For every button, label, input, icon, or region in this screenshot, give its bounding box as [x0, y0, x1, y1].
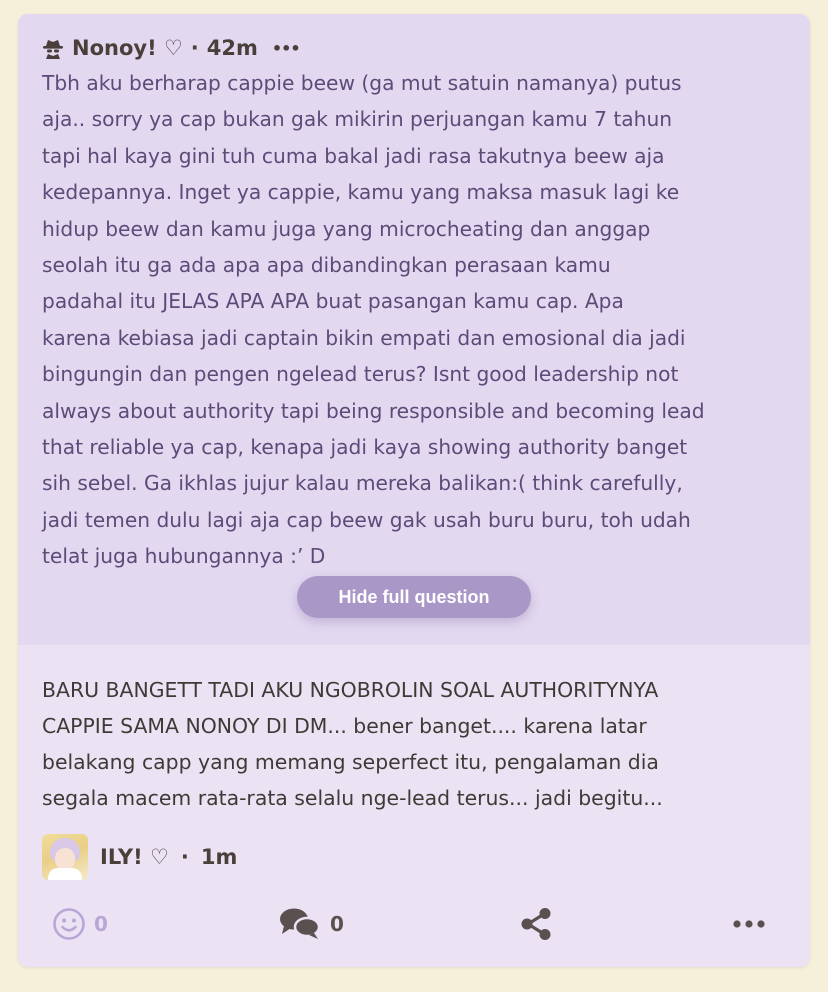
avatar[interactable]: [42, 834, 88, 880]
answer-timestamp: 1m: [200, 845, 238, 869]
separator-dot: ·: [190, 36, 199, 60]
comment-count: 0: [330, 912, 344, 936]
question-author-name[interactable]: Nonoy! ♡: [72, 36, 183, 60]
question-answer-card: [18, 14, 810, 967]
answer-author: [42, 834, 237, 880]
question-section: [18, 14, 810, 645]
hide-full-question-button[interactable]: Hide full question: [297, 576, 531, 618]
smiley-icon: [52, 907, 86, 941]
comments-icon: [278, 906, 322, 942]
question-text: Tbh aku berharap cappie beew (ga mut satuin namanya) putus aja.. sorry ya cap bukan gak mikirin perjuangan kamu 7 tahun tapi hal kaya gini tuh cuma bakal jadi rasa takutnya beew aja kedepannya. Inget ya cappie, kamu yang maksa masuk lagi ke hidup beew dan kamu juga yang microcheating dan anggap seolah itu ga ada apa apa dibandingkan perasaan kamu padahal itu JELAS APA APA buat pasangan kamu cap. Apa karena kebiasa jadi captain bikin empati dan emosional dia jadi bingungin dan pengen ngelead terus? Isnt good leadership not always about authority tapi being responsible and becoming lead that reliable ya cap, kenapa jadi kaya showing authority banget sih sebel. Ga ikhlas jujur kalau mereka balikan:( think carefully, jadi temen dulu lagi aja cap beew gak usah buru buru, toh udah telat juga hubungannya :’ D: [42, 71, 705, 569]
share-button[interactable]: [520, 904, 552, 944]
answer-text: BARU BANGETT TADI AKU NGOBROLIN SOAL AUTHORITYNYA CAPPIE SAMA NONOY DI DM... bener banget.... karena latar belakang capp yang memang seperfect itu, pengalaman dia segala macem rata-rata selalu nge-lead terus... jadi begitu...: [42, 678, 663, 810]
separator-dot: ·: [180, 845, 189, 869]
more-options-icon[interactable]: [732, 904, 766, 944]
comments-button[interactable]: [278, 904, 344, 944]
action-bar: [18, 894, 810, 954]
answer-author-name[interactable]: ILY! ♡: [100, 845, 169, 869]
like-button[interactable]: [52, 904, 108, 944]
more-options-button[interactable]: •••: [271, 38, 300, 58]
ellipsis-icon: [732, 919, 766, 929]
like-count: 0: [94, 912, 108, 936]
detective-icon: [42, 37, 64, 59]
question-header: [42, 28, 300, 68]
question-timestamp: 42m: [206, 36, 258, 60]
share-icon: [520, 907, 552, 941]
